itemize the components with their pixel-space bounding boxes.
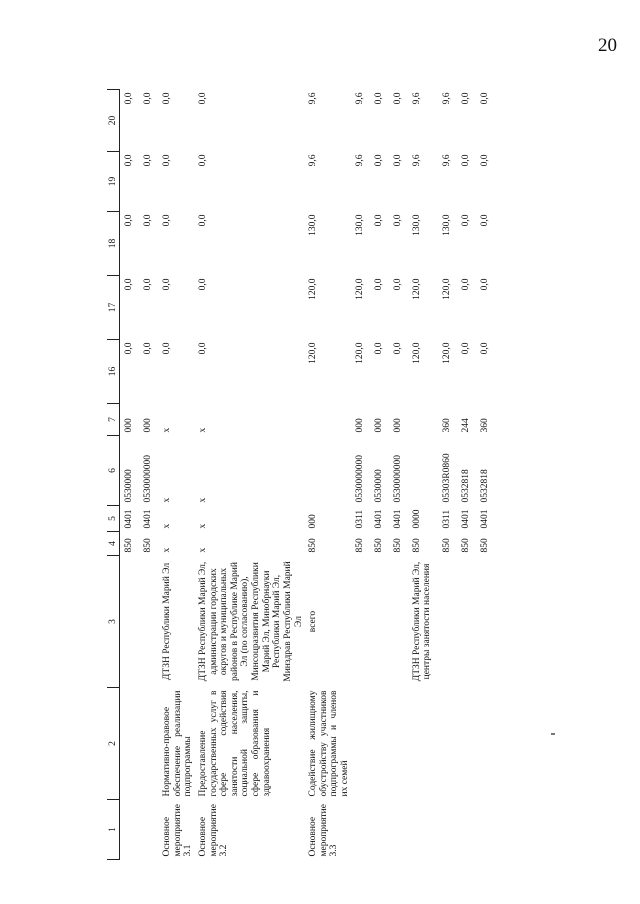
cell-col-3 (370, 556, 389, 688)
cell-col-4: 850 (460, 538, 471, 553)
cell-col-19: 0,0 (460, 154, 471, 167)
cell-col-7: 360 (479, 418, 490, 433)
cell-col-17: 0,0 (197, 278, 208, 291)
cell-col-18: 0,0 (124, 214, 134, 227)
cell-col-16: 120,0 (354, 342, 365, 364)
cell-col-5: 0401 (479, 509, 490, 529)
cell-col-7: 000 (373, 418, 384, 433)
cell-col-18: 0,0 (143, 214, 153, 227)
cell-col-19: 0,0 (479, 154, 490, 167)
cell-col-4: 850 (441, 538, 452, 553)
cell-col-2: Содействие жилищному обустройству участников подпрограммы и членов их семей (308, 690, 350, 797)
cell-col-1 (408, 800, 438, 860)
column-header-5: 5 (107, 506, 120, 532)
cell-col-16: 120,0 (441, 342, 452, 364)
cell-col-3 (139, 556, 158, 688)
cell-col-16: 0,0 (460, 342, 471, 355)
cell-col-19: 0,0 (373, 154, 384, 167)
cell-col-4: 850 (308, 538, 319, 553)
cell-col-4: 850 (373, 538, 384, 553)
page-number: 20 (598, 35, 617, 56)
cell-col-7: 000 (354, 418, 365, 433)
cell-col-1: Основное мероприятие 3.1 (162, 804, 194, 857)
cell-col-16: 0,0 (392, 342, 403, 355)
table-body (120, 90, 495, 860)
cell-col-20: 0,0 (143, 92, 153, 105)
cell-col-18: 0,0 (162, 214, 172, 227)
cell-col-17: 0,0 (373, 278, 384, 291)
cell-col-18: 130,0 (308, 214, 319, 236)
cell-col-6: 0530000 (124, 469, 134, 503)
cell-col-1 (139, 800, 158, 860)
cell-col-3: ДТЗН Республики Марий Эл (162, 562, 172, 681)
cell-col-1: Основное мероприятие 3.2 (197, 804, 230, 857)
column-header-6: 6 (107, 436, 120, 506)
cell-col-20: 9,6 (354, 92, 365, 105)
cell-col-17: 0,0 (479, 278, 490, 291)
table-row (389, 90, 408, 860)
cell-col-6: 0530000000 (143, 455, 153, 503)
cell-col-20: 0,0 (392, 92, 403, 105)
cell-col-5: 000 (308, 514, 319, 529)
cell-col-17: 0,0 (124, 278, 134, 291)
cell-col-16: 0,0 (143, 342, 153, 355)
column-header-7: 7 (107, 404, 120, 436)
cell-col-2 (120, 688, 140, 800)
column-header-4: 4 (107, 532, 120, 556)
cell-col-18: 0,0 (479, 214, 490, 227)
cell-col-2 (408, 688, 438, 800)
column-header-18: 18 (107, 212, 120, 276)
column-header-1: 1 (107, 800, 120, 860)
cell-col-19: 0,0 (143, 154, 153, 167)
cell-col-6: 0530000000 (392, 455, 403, 503)
cell-col-4: 850 (392, 538, 403, 553)
cell-col-6: 05303R0860 (441, 453, 452, 503)
cell-col-2 (438, 688, 457, 800)
cell-col-7: 244 (460, 418, 471, 433)
cell-col-5: 0000 (411, 509, 422, 529)
cell-col-4: 850 (143, 538, 153, 553)
cell-col-20: 0,0 (124, 92, 134, 105)
cell-col-1 (438, 800, 457, 860)
cell-col-18: 0,0 (392, 214, 403, 227)
cell-col-7 (408, 404, 438, 436)
cell-col-1: Основное мероприятие 3.3 (308, 804, 340, 857)
cell-col-2 (476, 688, 495, 800)
cell-col-17: 120,0 (354, 278, 365, 300)
cell-col-19: 0,0 (197, 154, 208, 167)
cell-col-1 (351, 800, 370, 860)
cell-col-19: 9,6 (441, 154, 452, 167)
column-header-17: 17 (107, 276, 120, 340)
cell-col-3 (457, 556, 476, 688)
cell-col-2 (457, 688, 476, 800)
cell-col-19: 0,0 (392, 154, 403, 167)
cell-col-1 (457, 800, 476, 860)
cell-col-18: 0,0 (460, 214, 471, 227)
cell-col-20: 9,6 (411, 92, 422, 105)
cell-col-3 (476, 556, 495, 688)
cell-col-7: 000 (392, 418, 403, 433)
cell-col-18: 0,0 (197, 214, 208, 227)
table-row (194, 90, 304, 860)
cell-col-18: 0,0 (373, 214, 384, 227)
cell-col-5: 0401 (373, 509, 384, 529)
cell-col-5: 0401 (143, 509, 153, 529)
cell-col-19: 9,6 (354, 154, 365, 167)
cell-col-4: 850 (354, 538, 365, 553)
cell-col-4: 850 (124, 538, 134, 553)
cell-col-16: 0,0 (124, 342, 134, 355)
table-row (139, 90, 158, 860)
cell-col-17: 120,0 (308, 278, 319, 300)
cell-col-5: x (197, 523, 208, 529)
cell-col-5: 0401 (392, 509, 403, 529)
cell-col-5: 0311 (441, 509, 452, 529)
cell-col-1 (476, 800, 495, 860)
cell-col-1 (370, 800, 389, 860)
cell-col-7: x (197, 427, 208, 433)
cell-col-7: 360 (441, 418, 452, 433)
cell-col-3 (351, 556, 370, 688)
cell-col-6: 0532818 (460, 469, 471, 503)
cell-col-2: Нормативно-правовое обеспечение реализации подпрограммы (162, 690, 194, 797)
cell-col-20: 0,0 (479, 92, 490, 105)
cell-col-5: x (162, 523, 172, 529)
cell-col-2 (389, 688, 408, 800)
cell-col-16: 0,0 (373, 342, 384, 355)
scan-mark (551, 733, 555, 735)
cell-col-5: 0401 (460, 509, 471, 529)
cell-col-19: 9,6 (411, 154, 422, 167)
table-row (438, 90, 457, 860)
cell-col-17: 120,0 (411, 278, 422, 300)
cell-col-3: всего (308, 610, 319, 633)
cell-col-7: x (162, 427, 172, 433)
cell-col-18: 130,0 (354, 214, 365, 236)
table-row (351, 90, 370, 860)
cell-col-2 (351, 688, 370, 800)
cell-col-3 (389, 556, 408, 688)
cell-col-7: 000 (143, 418, 153, 433)
cell-col-17: 0,0 (392, 278, 403, 291)
cell-col-6: 0530000 (373, 469, 384, 503)
cell-col-6: 0530000000 (354, 455, 365, 503)
cell-col-18: 130,0 (411, 214, 422, 236)
cell-col-20: 9,6 (308, 92, 319, 105)
table-row (120, 90, 140, 860)
table-row (476, 90, 495, 860)
cell-col-3 (120, 556, 140, 688)
column-header-2: 2 (107, 688, 120, 800)
cell-col-6 (304, 436, 351, 506)
cell-col-20: 0,0 (162, 92, 172, 105)
cell-col-20: 0,0 (197, 92, 208, 105)
cell-col-3: ДТЗН Республики Марий Эл, центры занятости населения (411, 561, 433, 682)
cell-col-3: ДТЗН Республики Марий Эл, администрации городских округов и муниципальных районов в Республике Марий Эл (по согласованию), Минсоцразвития Республики Марий Эл, Минобрнауки Республики Марий Эл, Минздрав Республики Марий Эл (197, 561, 304, 682)
cell-col-17: 0,0 (162, 278, 172, 291)
cell-col-5: 0311 (354, 509, 365, 529)
cell-col-16: 0,0 (197, 342, 208, 355)
cell-col-18: 130,0 (441, 214, 452, 236)
cell-col-1 (120, 800, 140, 860)
budget-table (107, 89, 495, 860)
cell-col-19: 9,6 (308, 154, 319, 167)
cell-col-2: Предоставление государственных услуг в сфере содействия занятости населения, социальной защиты, сфере образования и здравоохранения (197, 690, 272, 797)
cell-col-17: 0,0 (143, 278, 153, 291)
rotated-table-container (107, 90, 597, 860)
cell-col-19: 0,0 (124, 154, 134, 167)
table-row (457, 90, 476, 860)
column-header-20: 20 (107, 90, 120, 152)
cell-col-6: x (162, 497, 172, 503)
column-header-3: 3 (107, 556, 120, 688)
cell-col-20: 9,6 (441, 92, 452, 105)
cell-col-20: 0,0 (460, 92, 471, 105)
cell-col-6 (408, 436, 438, 506)
cell-col-6: 0532818 (479, 469, 490, 503)
table-row (304, 90, 351, 860)
cell-col-16: 0,0 (162, 342, 172, 355)
column-header-19: 19 (107, 152, 120, 212)
table-row (158, 90, 194, 860)
header-row (107, 90, 120, 860)
column-header-16: 16 (107, 340, 120, 404)
cell-col-5: 0401 (124, 509, 134, 529)
cell-col-7 (304, 404, 351, 436)
cell-col-2 (139, 688, 158, 800)
cell-col-16: 120,0 (308, 342, 319, 364)
cell-col-17: 0,0 (460, 278, 471, 291)
cell-col-16: 120,0 (411, 342, 422, 364)
cell-col-2 (370, 688, 389, 800)
cell-col-4: x (197, 547, 208, 553)
cell-col-4: 850 (411, 538, 422, 553)
cell-col-3 (438, 556, 457, 688)
cell-col-4: x (162, 547, 172, 553)
cell-col-7: 000 (124, 418, 134, 433)
cell-col-17: 120,0 (441, 278, 452, 300)
table-row (408, 90, 438, 860)
cell-col-16: 0,0 (479, 342, 490, 355)
table-row (370, 90, 389, 860)
cell-col-20: 0,0 (373, 92, 384, 105)
cell-col-1 (389, 800, 408, 860)
cell-col-19: 0,0 (162, 154, 172, 167)
cell-col-6: x (197, 497, 208, 503)
cell-col-4: 850 (479, 538, 490, 553)
